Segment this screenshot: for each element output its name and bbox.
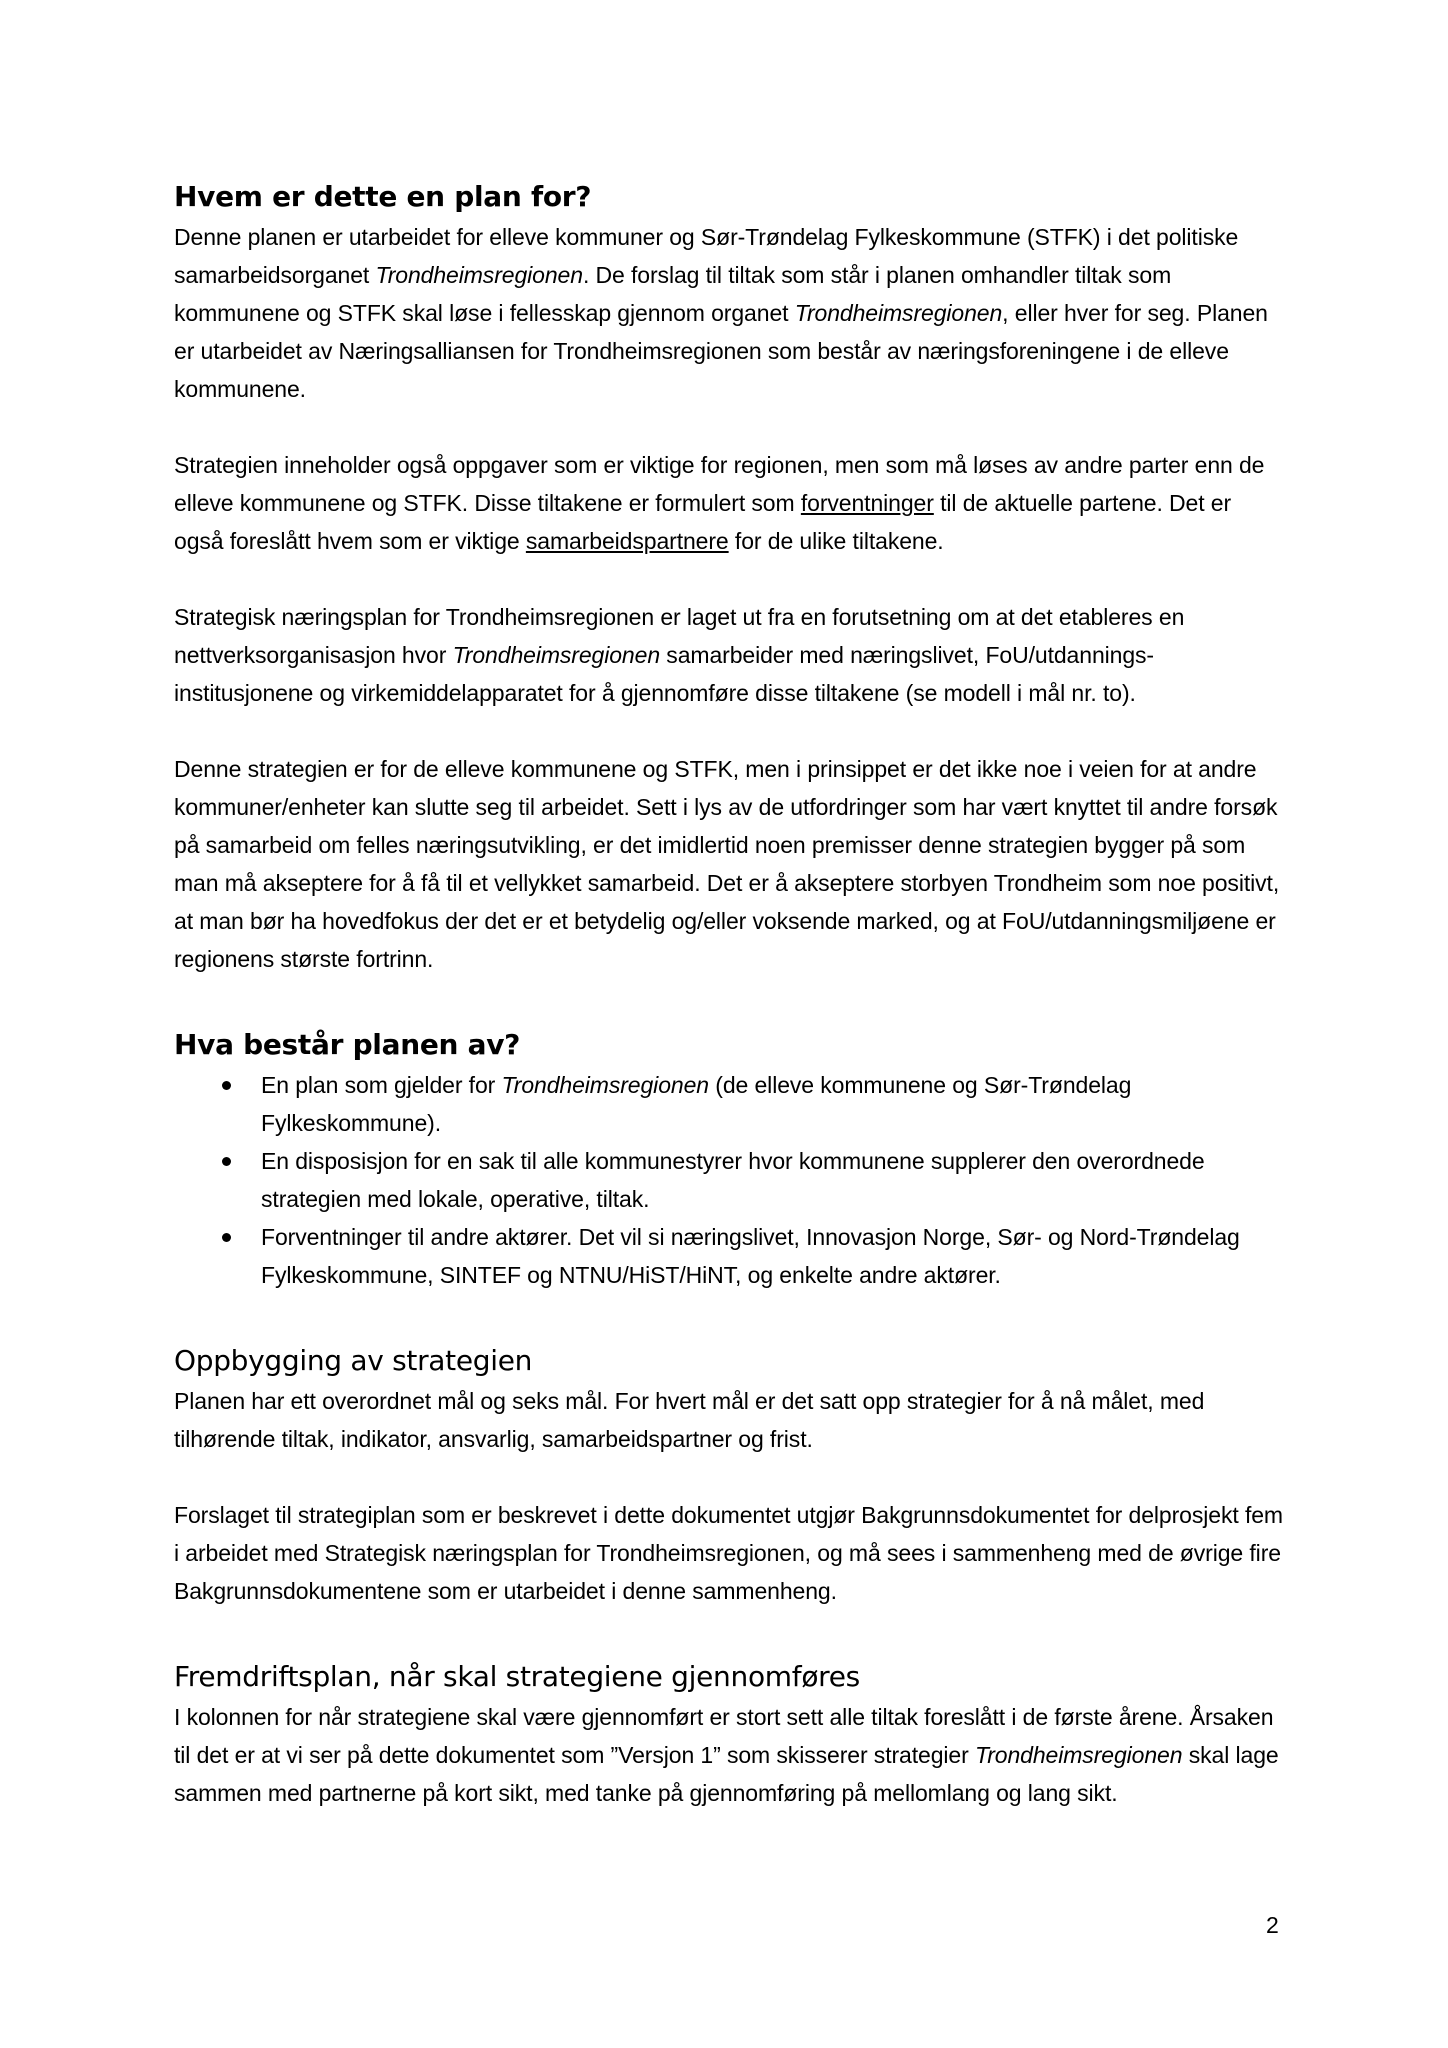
paragraph-structure-1: Planen har ett overordnet mål og seks mål. For hvert mål er det satt opp strategier for å nå målet, med tilhørende tiltak, indikator, ansvarlig, samarbeidspartner og frist.	[174, 1388, 1205, 1452]
list-item	[174, 1142, 1284, 1218]
section-heading-schedule: Fremdriftsplan, når skal strategiene gjennomføres	[174, 1660, 860, 1693]
paragraph-who-1: Denne planen er utarbeidet for elleve kommuner og Sør-Trøndelag Fylkeskommune (STFK) i det politiske samarbeidsorganet Trondheimsregionen. De forslag til tiltak som står i planen omhandler tiltak som kommunene og STFK skal løse i fellesskap gjennom organet Trondheimsregionen, eller hver for seg. Planen er utarbeidet av Næringsalliansen for Trondheimsregionen som består av næringsforeningene i de elleve kommunene.	[174, 224, 1268, 402]
bullet-icon	[222, 1233, 231, 1242]
paragraph-who-2: Strategien inneholder også oppgaver som er viktige for regionen, men som må løses av andre parter enn de elleve kommunene og STFK. Disse tiltakene er formulert som forventninger til de aktuelle partene. Det er også foreslått hvem som er viktige samarbeidspartnere for de ulike tiltakene.	[174, 452, 1265, 554]
list-item	[174, 1218, 1284, 1294]
bullet-list	[174, 1066, 1284, 1294]
paragraph-structure-2: Forslaget til strategiplan som er beskrevet i dette dokumentet utgjør Bakgrunnsdokumentet for delprosjekt fem i arbeidet med Strategisk næringsplan for Trondheimsregionen, og må sees i sammenheng med de øvrige fire Bakgrunnsdokumentene som er utarbeidet i denne sammenheng.	[174, 1502, 1283, 1604]
paragraph-who-3: Strategisk næringsplan for Trondheimsregionen er laget ut fra en forutsetning om at det etableres en nettverksorganisasjon hvor Trondheimsregionen samarbeider med næringslivet, FoU/utdannings-institusjonene og virkemiddelapparatet for å gjennomføre disse tiltakene (se modell i mål nr. to).	[174, 604, 1185, 706]
list-item-text: En plan som gjelder for Trondheimsregionen (de elleve kommunene og Sør-Trøndelag Fylkeskommune).	[261, 1072, 1132, 1136]
page-content	[174, 178, 1284, 1812]
list-item	[174, 1066, 1284, 1142]
page-number: 2	[1266, 1912, 1279, 1938]
section-heading-contents: Hva består planen av?	[174, 1028, 521, 1061]
section-heading-structure: Oppbygging av strategien	[174, 1344, 533, 1377]
list-item-text: En disposisjon for en sak til alle kommunestyrer hvor kommunene supplerer den overordnede strategien med lokale, operative, tiltak.	[261, 1148, 1205, 1212]
bullet-icon	[222, 1157, 231, 1166]
paragraph-who-4: Denne strategien er for de elleve kommunene og STFK, men i prinsippet er det ikke noe i veien for at andre kommuner/enheter kan slutte seg til arbeidet. Sett i lys av de utfordringer som har vært knyttet til andre forsøk på samarbeid om felles næringsutvikling, er det imidlertid noen premisser denne strategien bygger på som man må akseptere for å få til et vellykket samarbeid. Det er å akseptere storbyen Trondheim som noe positivt, at man bør ha hovedfokus der det er et betydelig og/eller voksende marked, og at FoU/utdanningsmiljøene er regionens største fortrinn.	[174, 756, 1280, 972]
list-item-text: Forventninger til andre aktører. Det vil si næringslivet, Innovasjon Norge, Sør- og Nord-Trøndelag Fylkeskommune, SINTEF og NTNU/HiST/HiNT, og enkelte andre aktører.	[261, 1224, 1240, 1288]
section-heading-who: Hvem er dette en plan for?	[174, 180, 592, 213]
paragraph-schedule-1: I kolonnen for når strategiene skal være gjennomført er stort sett alle tiltak foreslått i de første årene. Årsaken til det er at vi ser på dette dokumentet som ”Versjon 1” som skisserer strategier Trondheimsregionen skal lage sammen med partnerne på kort sikt, med tanke på gjennomføring på mellomlang og lang sikt.	[174, 1704, 1279, 1806]
bullet-icon	[222, 1081, 231, 1090]
